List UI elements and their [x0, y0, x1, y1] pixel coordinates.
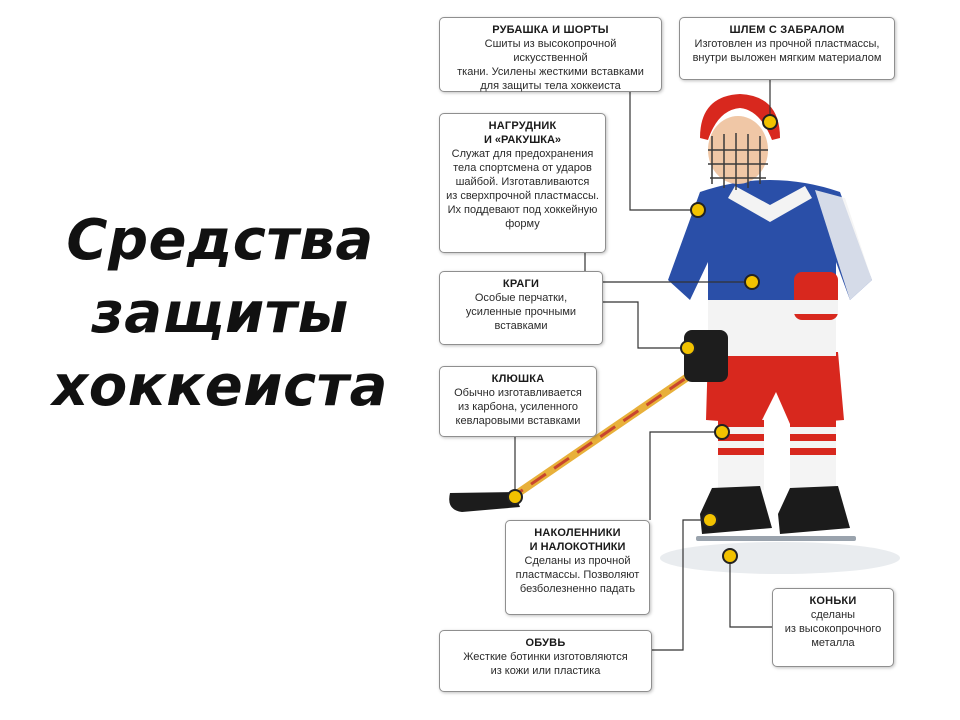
callout-text-line: металла [811, 637, 855, 649]
callout-heading: ОБУВЬ [525, 637, 566, 649]
title-line-3: хоккеиста [52, 353, 388, 419]
callout-text-line: из высокопрочного [784, 623, 882, 635]
callout-text-line: ткани. Усилены жесткими вставками [457, 66, 644, 78]
player-head [700, 94, 780, 190]
callout-helmet [679, 17, 895, 80]
floor-shadow [660, 542, 900, 574]
callout-stick [439, 366, 597, 437]
callout-shirt-and-shorts [439, 17, 662, 92]
marker-dot [508, 490, 522, 504]
callout-text-line: для защиты тела хоккеиста [480, 80, 621, 92]
marker-dot [681, 341, 695, 355]
callout-text-line: вставками [494, 320, 548, 332]
title-line-2: защиты [91, 280, 349, 346]
callout-heading: КОНЬКИ [809, 595, 857, 607]
callout-text-line: Сшиты из высокопрочной искусственной [484, 38, 617, 64]
title-line-1: Средства [66, 208, 374, 273]
marker-dot [723, 549, 737, 563]
callout-text-line: тела спортсмена от ударов [453, 162, 592, 174]
callout-text-line: Особые перчатки, [474, 292, 568, 304]
callout-text-line: из кожи или пластика [490, 665, 601, 677]
callout-text-line: усиленные прочными [465, 306, 577, 318]
callout-text-line: Сделаны из прочной [524, 555, 631, 567]
callout-text-line: кевларовыми вставками [455, 415, 581, 427]
callout-heading-2: И «РАКУШКА» [483, 134, 562, 146]
callout-text-line: Обычно изготавливается [454, 387, 582, 399]
callout-gloves [439, 271, 603, 345]
callout-text-line: внутри выложен мягким материалом [692, 52, 882, 64]
callout-text-line: Жесткие ботинки изготовляются [463, 651, 628, 663]
marker-dot [703, 513, 717, 527]
callout-text-line: Служат для предохранения [451, 148, 594, 160]
callout-text-line: шайбой. Изготавливаются [455, 176, 590, 188]
callout-heading: РУБАШКА И ШОРТЫ [492, 24, 609, 36]
player-skates [696, 486, 856, 541]
marker-dot [715, 425, 729, 439]
callout-heading: ШЛЕМ С ЗАБРАЛОМ [729, 24, 845, 36]
callout-text-line: Изготовлен из прочной пластмассы, [694, 38, 880, 50]
callout-heading: КРАГИ [502, 278, 540, 290]
callout-heading-2: И НАЛОКОТНИКИ [529, 541, 626, 553]
marker-dot [691, 203, 705, 217]
callout-heading: КЛЮШКА [491, 373, 545, 385]
callout-skates [772, 588, 894, 667]
callout-text-line: сделаны [810, 609, 856, 621]
callout-text-line: пластмассы. Позволяют [515, 569, 640, 581]
marker-dot [745, 275, 759, 289]
callout-text-line: из сверхпрочной пластмассы. [446, 190, 599, 202]
callout-heading: НАКОЛЕННИКИ [534, 527, 621, 539]
marker-dot [763, 115, 777, 129]
callout-text-line: форму [505, 218, 540, 230]
callout-chest-protector [439, 113, 606, 253]
callout-heading: НАГРУДНИК [488, 120, 557, 132]
callout-knee-elbow-pads [505, 520, 650, 615]
callout-boots [439, 630, 652, 692]
callout-text-line: Их поддевают под хоккейную [447, 204, 598, 216]
callout-text-line: из карбона, усиленного [458, 401, 578, 413]
callout-text-line: безболезненно падать [519, 583, 636, 595]
